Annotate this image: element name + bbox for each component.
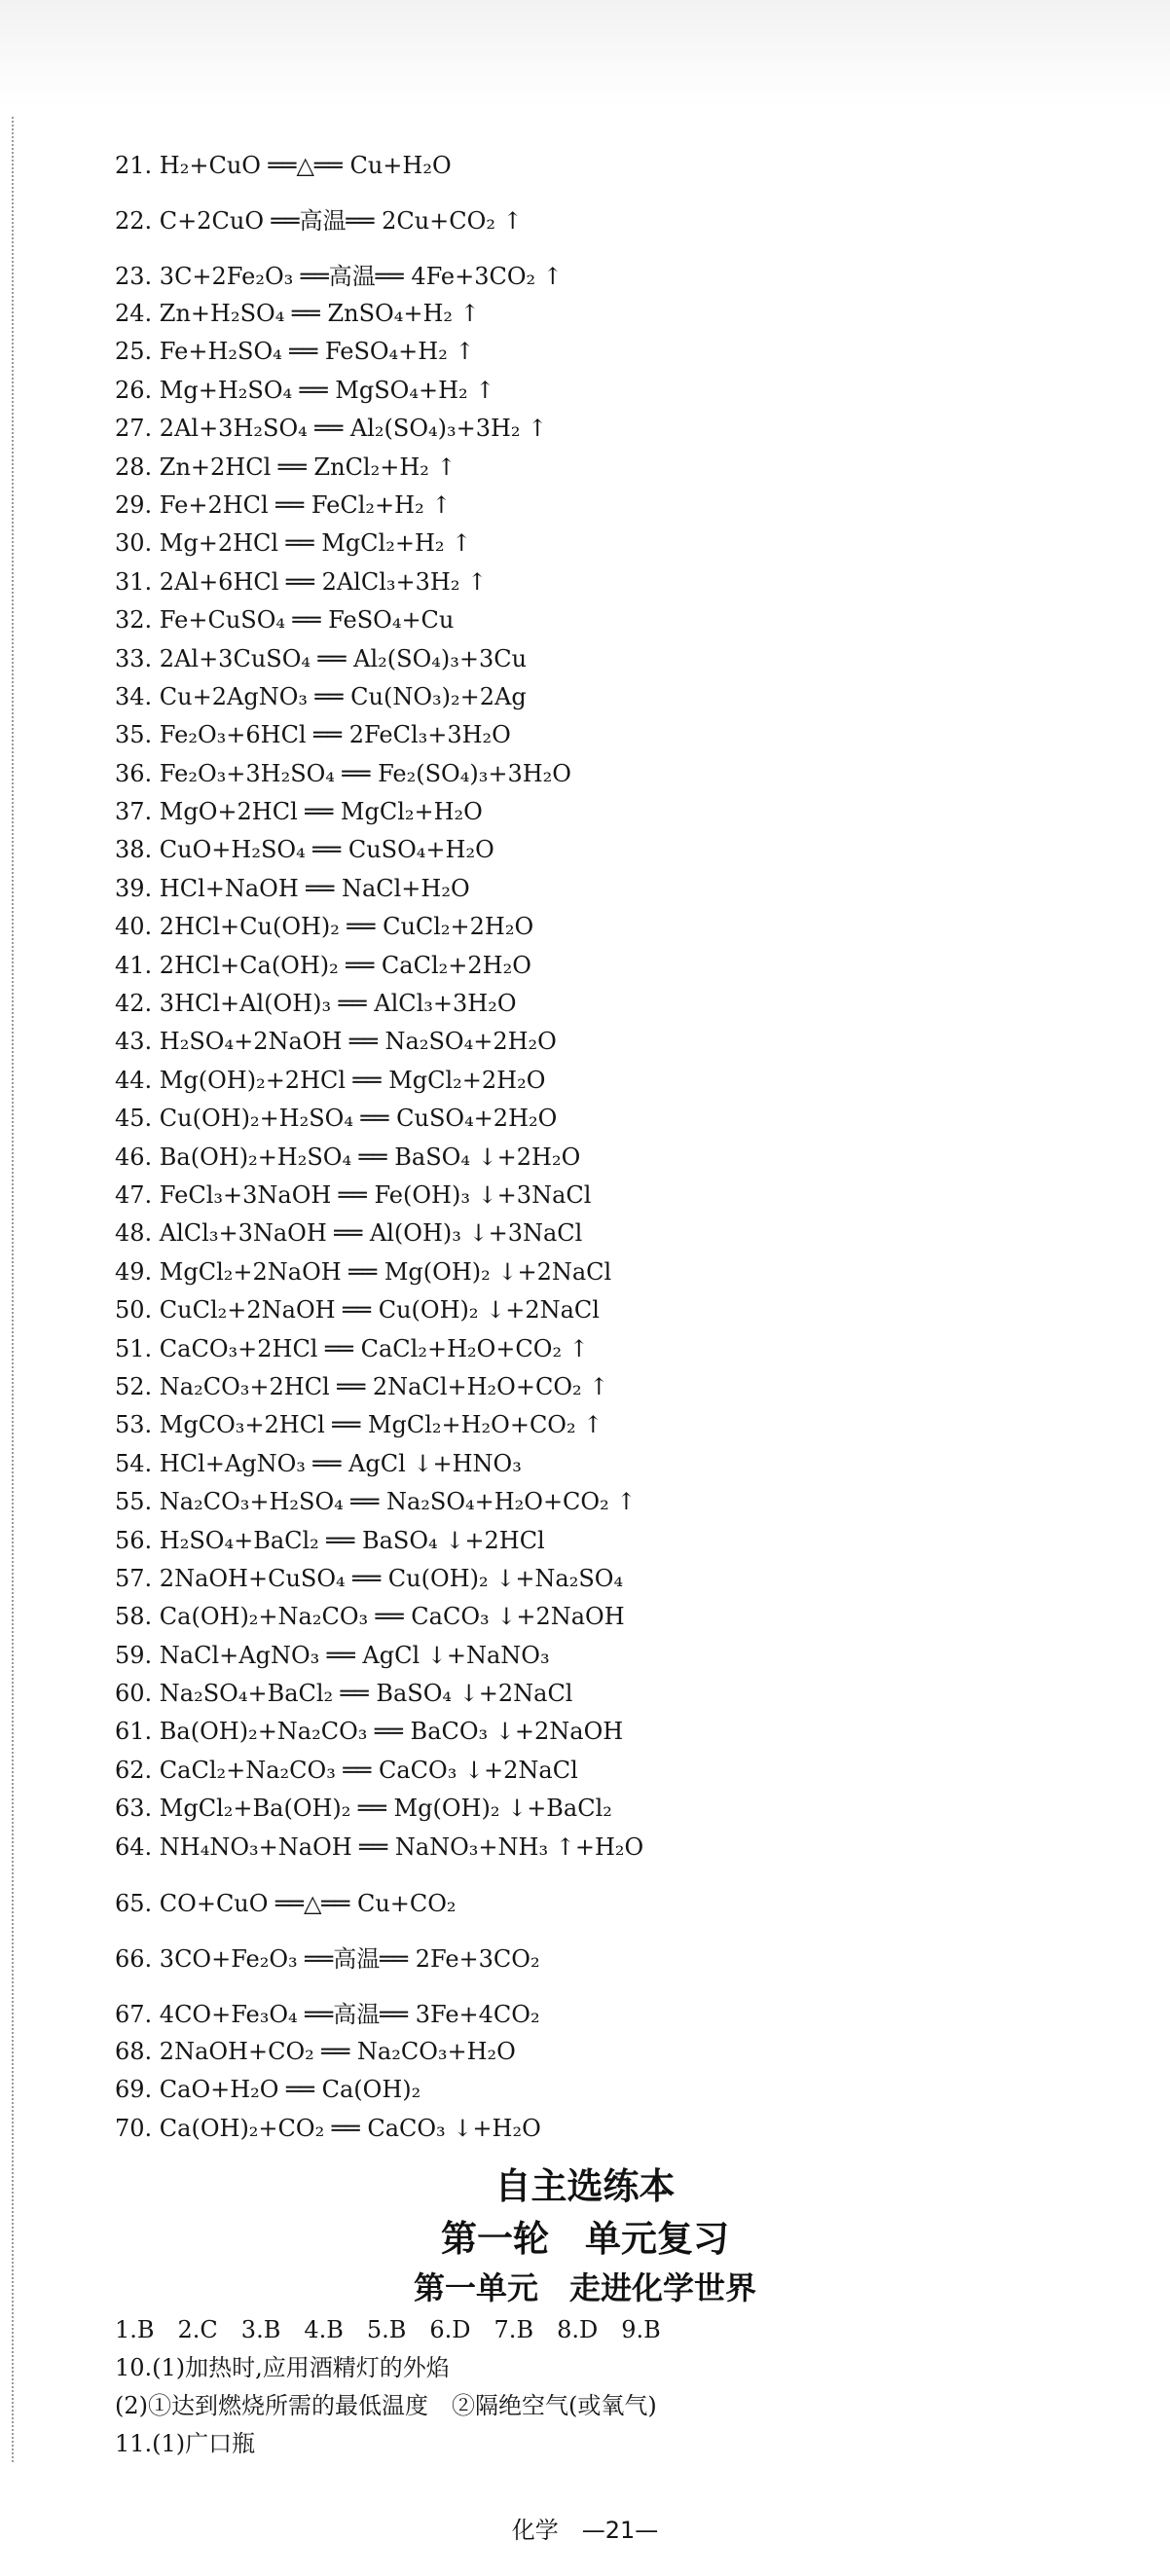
equation-row: 35. Fe₂O₃+6HCl ══ 2FeCl₃+3H₂O bbox=[115, 721, 511, 749]
equation-row: 49. MgCl₂+2NaOH ══ Mg(OH)₂ ↓+2NaCl bbox=[115, 1257, 612, 1286]
binding-dotted-line bbox=[12, 117, 14, 2462]
equation-row: 64. NH₄NO₃+NaOH ══ NaNO₃+NH₃ ↑+H₂O bbox=[115, 1832, 644, 1861]
equation-row: 63. MgCl₂+Ba(OH)₂ ══ Mg(OH)₂ ↓+BaCl₂ bbox=[115, 1795, 612, 1823]
answer-line: 1.B 2.C 3.B 4.B 5.B 6.D 7.B 8.D 9.B bbox=[115, 2316, 661, 2343]
equation-row: 32. Fe+CuSO₄ ══ FeSO₄+Cu bbox=[115, 606, 455, 635]
equation-row: 42. 3HCl+Al(OH)₃ ══ AlCl₃+3H₂O bbox=[115, 990, 517, 1018]
equation-row: 65. CO+CuO ══△══ Cu+CO₂ bbox=[115, 1890, 457, 1918]
equation-row: 48. AlCl₃+3NaOH ══ Al(OH)₃ ↓+3NaCl bbox=[115, 1219, 583, 1248]
equation-row: 66. 3CO+Fe₂O₃ ══高温══ 2Fe+3CO₂ bbox=[115, 1945, 540, 1974]
equation-row: 62. CaCl₂+Na₂CO₃ ══ CaCO₃ ↓+2NaCl bbox=[115, 1756, 578, 1784]
equation-row: 55. Na₂CO₃+H₂SO₄ ══ Na₂SO₄+H₂O+CO₂ ↑ bbox=[115, 1488, 637, 1516]
equation-row: 54. HCl+AgNO₃ ══ AgCl ↓+HNO₃ bbox=[115, 1449, 522, 1477]
equation-row: 25. Fe+H₂SO₄ ══ FeSO₄+H₂ ↑ bbox=[115, 338, 475, 366]
equation-row: 39. HCl+NaOH ══ NaCl+H₂O bbox=[115, 874, 470, 902]
equation-row: 58. Ca(OH)₂+Na₂CO₃ ══ CaCO₃ ↓+2NaOH bbox=[115, 1603, 625, 1631]
equation-row: 23. 3C+2Fe₂O₃ ══高温══ 4Fe+3CO₂ ↑ bbox=[115, 263, 563, 290]
equation-row: 70. Ca(OH)₂+CO₂ ══ CaCO₃ ↓+H₂O bbox=[115, 2114, 541, 2142]
equation-row: 37. MgO+2HCl ══ MgCl₂+H₂O bbox=[115, 798, 483, 826]
page-footer: 化学 —21— bbox=[511, 2517, 659, 2544]
equation-row: 53. MgCO₃+2HCl ══ MgCl₂+H₂O+CO₂ ↑ bbox=[115, 1411, 603, 1439]
equation-row: 41. 2HCl+Ca(OH)₂ ══ CaCl₂+2H₂O bbox=[115, 951, 531, 979]
equation-row: 52. Na₂CO₃+2HCl ══ 2NaCl+H₂O+CO₂ ↑ bbox=[115, 1372, 609, 1400]
equation-row: 34. Cu+2AgNO₃ ══ Cu(NO₃)₂+2Ag bbox=[115, 682, 527, 710]
equation-row: 68. 2NaOH+CO₂ ══ Na₂CO₃+H₂O bbox=[115, 2038, 516, 2066]
equation-row: 24. Zn+H₂SO₄ ══ ZnSO₄+H₂ ↑ bbox=[115, 300, 480, 327]
answer-line: 11.(1)广口瓶 bbox=[115, 2430, 256, 2457]
equation-row: 40. 2HCl+Cu(OH)₂ ══ CuCl₂+2H₂O bbox=[115, 913, 534, 941]
equation-row: 46. Ba(OH)₂+H₂SO₄ ══ BaSO₄ ↓+2H₂O bbox=[115, 1143, 581, 1171]
equation-row: 21. H₂+CuO ══△══ Cu+H₂O bbox=[115, 152, 452, 179]
equation-row: 57. 2NaOH+CuSO₄ ══ Cu(OH)₂ ↓+Na₂SO₄ bbox=[115, 1564, 624, 1592]
equation-row: 31. 2Al+6HCl ══ 2AlCl₃+3H₂ ↑ bbox=[115, 567, 488, 596]
unit-title: 第一单元 走进化学世界 bbox=[413, 2269, 756, 2306]
equation-row: 67. 4CO+Fe₃O₄ ══高温══ 3Fe+4CO₂ bbox=[115, 2001, 540, 2029]
answer-line: (2)①达到燃烧所需的最低温度 ②隔绝空气(或氧气) bbox=[115, 2392, 657, 2419]
equation-row: 44. Mg(OH)₂+2HCl ══ MgCl₂+2H₂O bbox=[115, 1066, 546, 1094]
equation-row: 22. C+2CuO ══高温══ 2Cu+CO₂ ↑ bbox=[115, 207, 523, 235]
equation-row: 36. Fe₂O₃+3H₂SO₄ ══ Fe₂(SO₄)₃+3H₂O bbox=[115, 759, 571, 787]
equation-row: 61. Ba(OH)₂+Na₂CO₃ ══ BaCO₃ ↓+2NaOH bbox=[115, 1718, 624, 1746]
page-top-shade bbox=[0, 0, 1170, 107]
equation-row: 43. H₂SO₄+2NaOH ══ Na₂SO₄+2H₂O bbox=[115, 1028, 557, 1056]
equation-row: 29. Fe+2HCl ══ FeCl₂+H₂ ↑ bbox=[115, 490, 452, 519]
equation-row: 27. 2Al+3H₂SO₄ ══ Al₂(SO₄)₃+3H₂ ↑ bbox=[115, 415, 548, 443]
equation-row: 56. H₂SO₄+BaCl₂ ══ BaSO₄ ↓+2HCl bbox=[115, 1526, 545, 1554]
equation-row: 50. CuCl₂+2NaOH ══ Cu(OH)₂ ↓+2NaCl bbox=[115, 1296, 600, 1324]
equation-row: 33. 2Al+3CuSO₄ ══ Al₂(SO₄)₃+3Cu bbox=[115, 644, 528, 672]
equation-row: 30. Mg+2HCl ══ MgCl₂+H₂ ↑ bbox=[115, 529, 472, 558]
round-title: 第一轮 单元复习 bbox=[441, 2218, 729, 2260]
equation-row: 47. FeCl₃+3NaOH ══ Fe(OH)₃ ↓+3NaCl bbox=[115, 1180, 592, 1209]
equation-row: 26. Mg+H₂SO₄ ══ MgSO₄+H₂ ↑ bbox=[115, 376, 495, 404]
equation-row: 69. CaO+H₂O ══ Ca(OH)₂ bbox=[115, 2076, 421, 2104]
answer-line: 10.(1)加热时,应用酒精灯的外焰 bbox=[115, 2354, 450, 2381]
equation-list bbox=[115, 128, 1088, 2148]
equation-row: 59. NaCl+AgNO₃ ══ AgCl ↓+NaNO₃ bbox=[115, 1641, 550, 1669]
equation-row: 38. CuO+H₂SO₄ ══ CuSO₄+H₂O bbox=[115, 836, 494, 864]
equation-row: 28. Zn+2HCl ══ ZnCl₂+H₂ ↑ bbox=[115, 453, 457, 481]
book-title: 自主选练本 bbox=[494, 2165, 676, 2207]
equation-row: 45. Cu(OH)₂+H₂SO₄ ══ CuSO₄+2H₂O bbox=[115, 1105, 558, 1133]
equation-row: 51. CaCO₃+2HCl ══ CaCl₂+H₂O+CO₂ ↑ bbox=[115, 1334, 589, 1362]
equation-row: 60. Na₂SO₄+BaCl₂ ══ BaSO₄ ↓+2NaCl bbox=[115, 1680, 573, 1708]
answer-block bbox=[115, 2311, 1088, 2463]
